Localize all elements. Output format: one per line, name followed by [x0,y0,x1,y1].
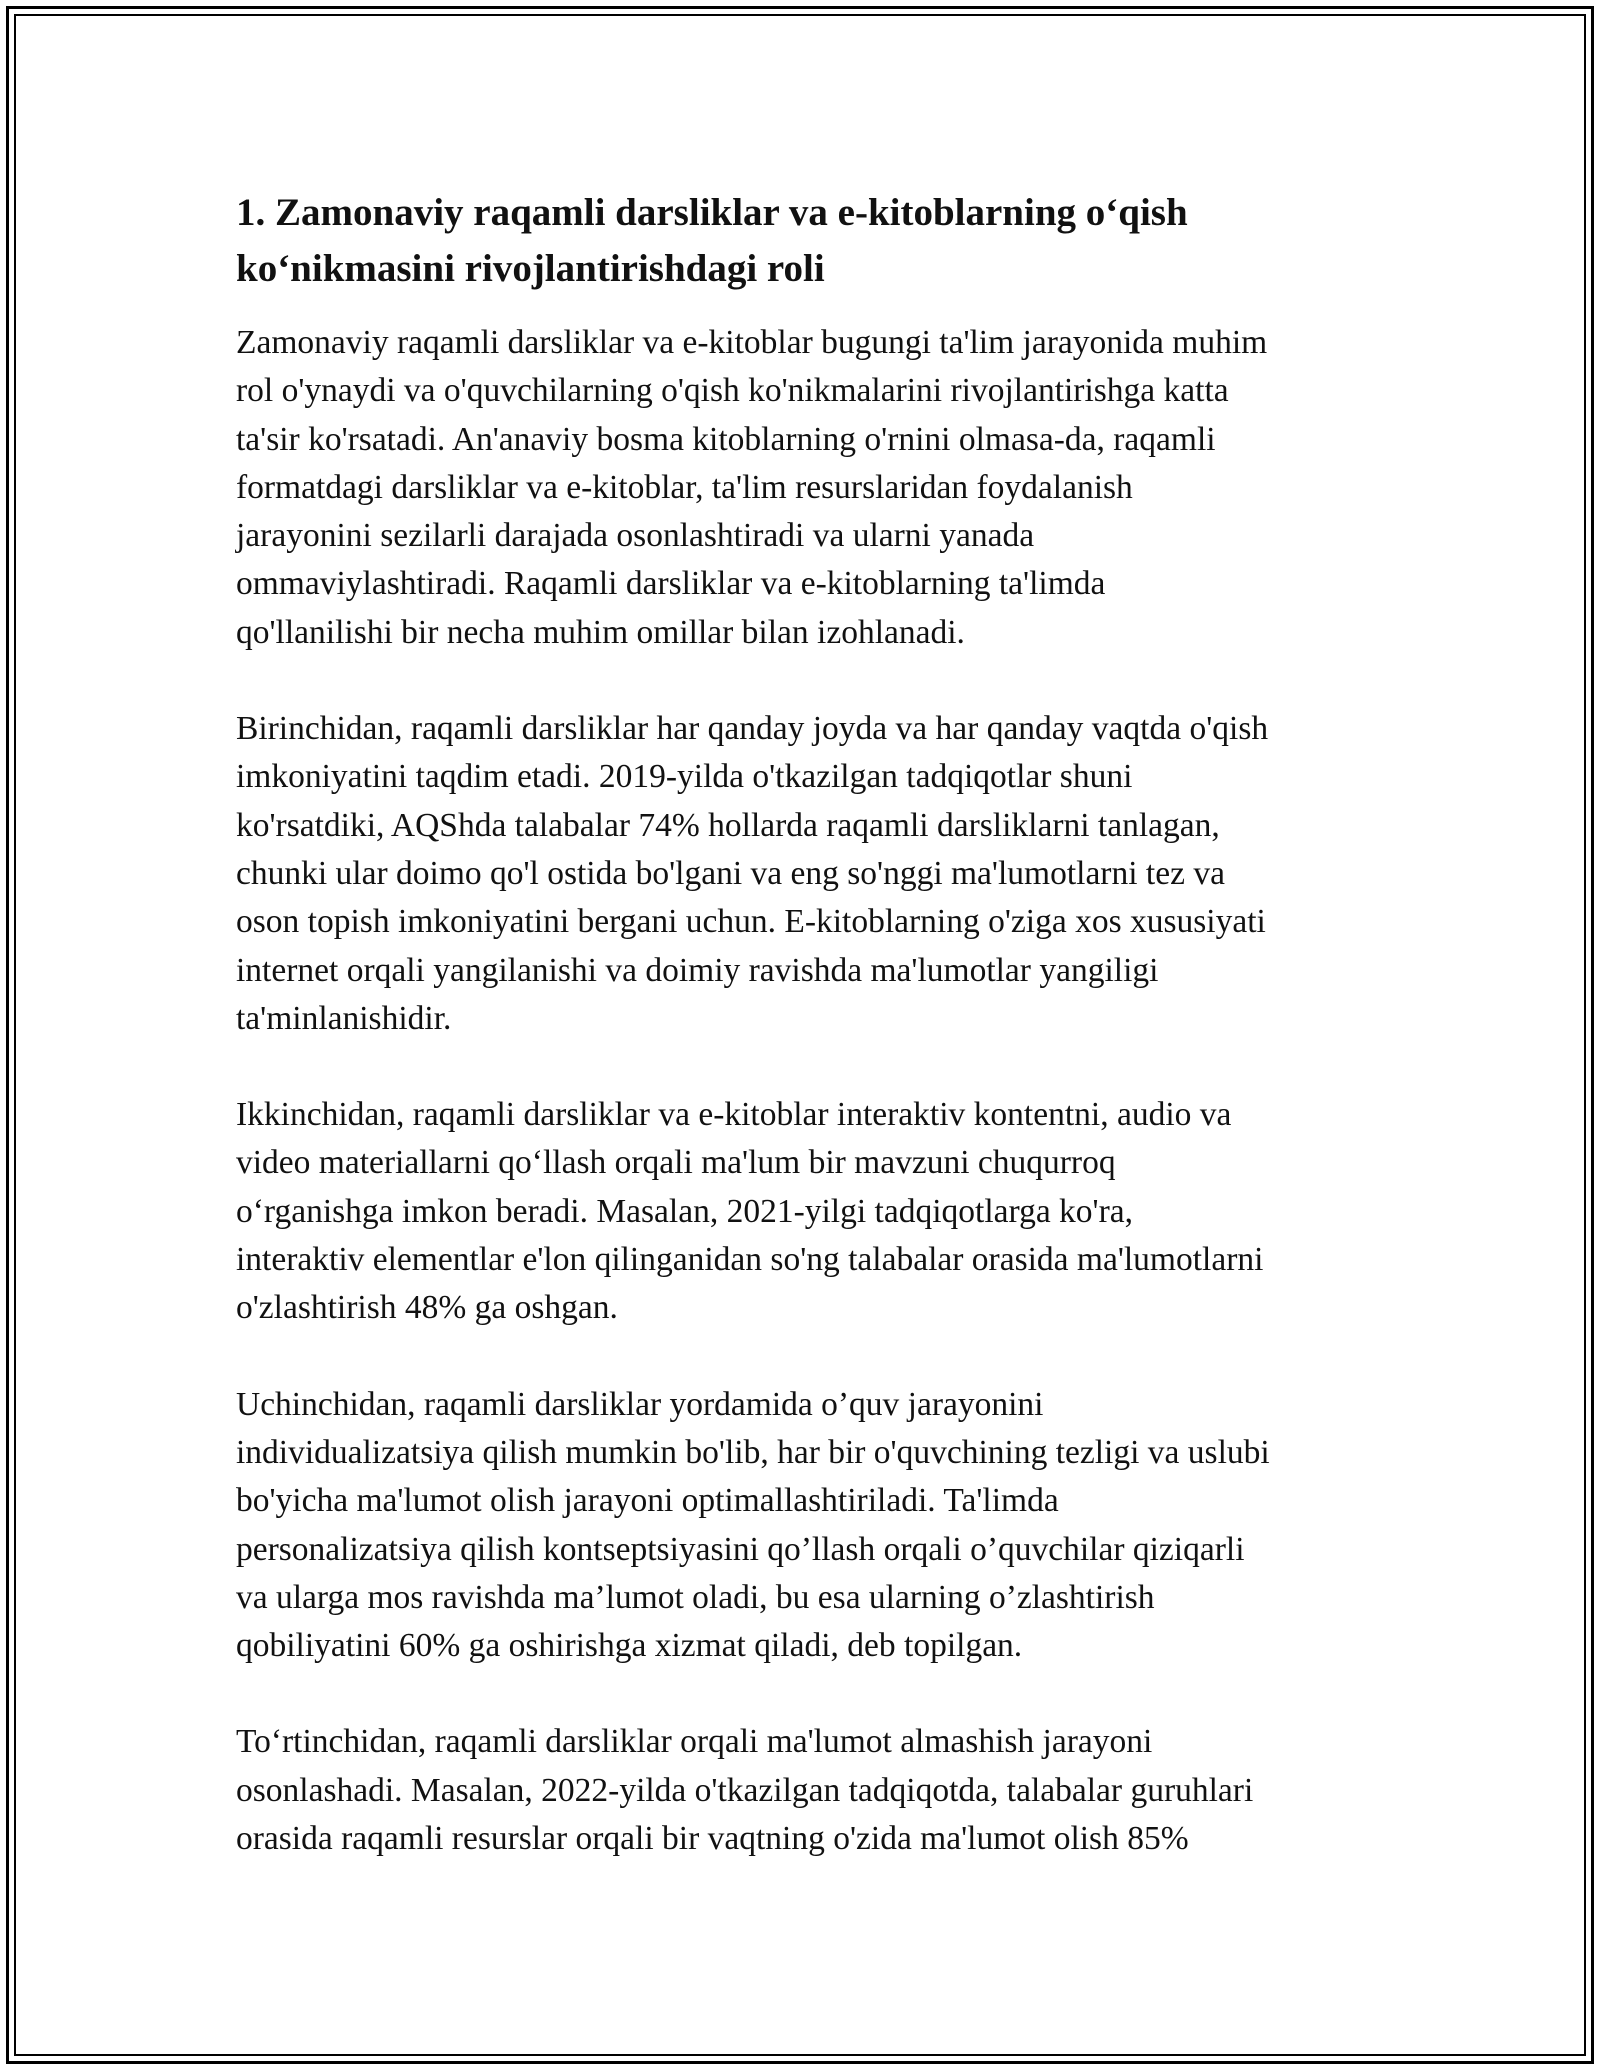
paragraph-second [236,1091,1376,1332]
text-line: video materiallarni qo‘llash orqali ma'lum bir mavzuni chuqurroq [236,1144,1116,1182]
text-line: bo'yicha ma'lumot olish jarayoni optimallashtiriladi. Ta'limda [236,1482,1059,1520]
text-line: To‘rtinchidan, raqamli darsliklar orqali ma'lumot almashish jarayoni [236,1723,1153,1761]
text-line: orasida raqamli resurslar orqali bir vaqtning o'zida ma'lumot olish 85% [236,1820,1189,1858]
text-line: rol o'ynaydi va o'quvchilarning o'qish ko'nikmalarini rivojlantirishga katta [236,372,1229,410]
document-body [236,185,1376,1911]
section-heading [236,185,1336,297]
text-line: oson topish imkoniyatini bergani uchun. E-kitoblarning o'ziga xos xususiyati [236,903,1266,941]
text-line: personalizatsiya qilish kontseptsiyasini qo’llash orqali o’quvchilar qiziqarli [236,1530,1245,1568]
heading-line: 1. Zamonaviy raqamli darsliklar va e-kitoblarning o‘qish [236,191,1188,234]
text-line: qobiliyatini 60% ga oshirishga xizmat qiladi, deb topilgan. [236,1627,1023,1665]
text-line: ta'sir ko'rsatadi. An'anaviy bosma kitoblarning o'rnini olmasa-da, raqamli [236,420,1216,458]
text-line: osonlashadi. Masalan, 2022-yilda o'tkazilgan tadqiqotda, talabalar guruhlari [236,1771,1254,1809]
text-line: interaktiv elementlar e'lon qilinganidan so'ng talabalar orasida ma'lumotlarni [236,1241,1264,1279]
paragraph-third [236,1381,1376,1671]
paragraph-fourth [236,1718,1376,1863]
text-line: imkoniyatini taqdim etadi. 2019-yilda o'tkazilgan tadqiqotlar shuni [236,758,1133,796]
text-line: Zamonaviy raqamli darsliklar va e-kitoblar bugungi ta'lim jarayonida muhim [236,324,1268,361]
text-line: Birinchidan, raqamli darsliklar har qanday joyda va har qanday vaqtda o'qish [236,710,1269,748]
text-line: chunki ular doimo qo'l ostida bo'lgani va eng so'nggi ma'lumotlarni tez va [236,854,1225,892]
text-line: formatdagi darsliklar va e-kitoblar, ta'lim resurslaridan foydalanish [236,468,1133,506]
text-line: internet orqali yangilanishi va doimiy ravishda ma'lumotlar yangiligi [236,951,1159,989]
text-line: qo'llanilishi bir necha muhim omillar bilan izohlanadi. [236,613,965,651]
text-line: ko'rsatdiki, AQShda talabalar 74% hollarda raqamli darsliklarni tanlagan, [236,806,1220,844]
paragraph-intro [236,319,1376,657]
text-line: Uchinchidan, raqamli darsliklar yordamida o’quv jarayonini [236,1385,1044,1423]
text-line: Ikkinchidan, raqamli darsliklar va e-kitoblar interaktiv kontentni, audio va [236,1096,1232,1134]
text-line: ommaviylashtiradi. Raqamli darsliklar va e-kitoblarning ta'limda [236,565,1106,603]
text-line: individualizatsiya qilish mumkin bo'lib, har bir o'quvchining tezligi va uslubi [236,1433,1270,1471]
text-line: ta'minlanishidir. [236,999,452,1037]
paragraph-first [236,705,1376,1043]
text-line: jarayonini sezilarli darajada osonlashtiradi va ularni yanada [236,517,1035,555]
text-line: o‘rganishga imkon beradi. Masalan, 2021-yilgi tadqiqotlarga ko'ra, [236,1192,1133,1230]
heading-line: ko‘nikmasini rivojlantirishdagi roli [236,247,825,290]
text-line: o'zlashtirish 48% ga oshgan. [236,1289,618,1327]
text-line: va ularga mos ravishda ma’lumot oladi, bu esa ularning o’zlashtirish [236,1578,1155,1616]
